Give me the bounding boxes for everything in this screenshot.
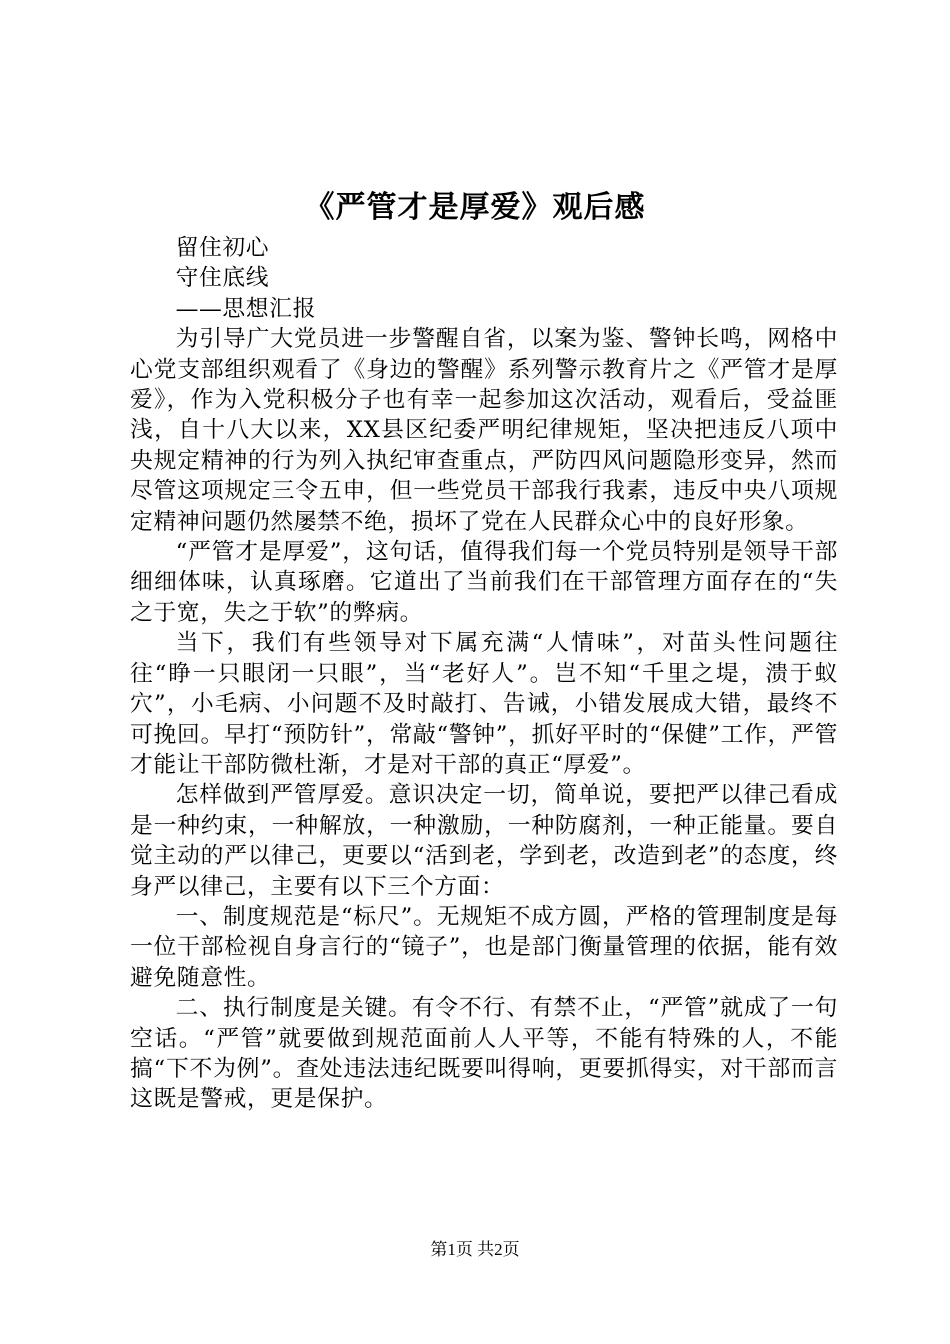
document-body	[130, 233, 838, 1115]
document-title: 《严管才是厚爱》观后感	[304, 190, 646, 225]
paragraph: 怎样做到严管厚爱。意识决定一切，简单说，要把严以律己看成是一种约束，一种解放，一种激励，一种防腐剂，一种正能量。要自觉主动的严以律己，更要以“活到老，学到老，改造到老”的态度，终身严以律己，主要有以下三个方面：	[130, 782, 838, 900]
paragraph: 一、制度规范是“标尺”。无规矩不成方圆，严格的管理制度是每一位干部检视自身言行的“镜子”，也是部门衡量管理的依据，能有效避免随意性。	[130, 903, 838, 991]
page-footer: 第1页 共2页	[430, 1240, 520, 1259]
paragraph: “严管才是厚爱”，这句话，值得我们每一个党员特别是领导干部细细体味，认真琢磨。它道出了当前我们在干部管理方面存在的“失之于宽，失之于软”的弊病。	[130, 539, 838, 626]
paragraph: 二、执行制度是关键。有令不行、有禁不止，“严管”就成了一句空话。“严管”就要做到规范面前人人平等，不能有特殊的人，不能搞“下不为例”。查处违法违纪既要叫得响，更要抓得实，对干部而言这既是警戒，更是保护。	[130, 995, 838, 1113]
intro-line: ——思想汇报	[175, 295, 316, 322]
intro-line: 守住底线	[175, 265, 270, 292]
paragraph: 为引导广大党员进一步警醒自省，以案为鉴、警钟长鸣，网格中心党支部组织观看了《身边的警醒》系列警示教育片之《严管才是厚爱》，作为入党积极分子也有幸一起参加这次活动，观看后，受益匪浅，自十八大以来，XX县区纪委严明纪律规矩，坚决把违反八项中央规定精神的行为列入执纪审查重点，严防四风问题隐形变异，然而尽管这项规定三令五申，但一些党员干部我行我素，违反中央八项规定精神问题仍然屡禁不绝，损坏了党在人民群众心中的良好形象。	[130, 326, 838, 535]
intro-line: 留住初心	[175, 235, 270, 261]
paragraph: 当下，我们有些领导对下属充满“人情味”，对苗头性问题往往“睁一只眼闭一只眼”，当“老好人”。岂不知“千里之堤，溃于蚁穴”，小毛病、小问题不及时敲打、告诫，小错发展成大错，最终不可挽回。早打“预防针”，常敲“警钟”，抓好平时的“保健”工作，严管才能让干部防微杜渐，才是对干部的真正“厚爱”。	[130, 630, 838, 778]
